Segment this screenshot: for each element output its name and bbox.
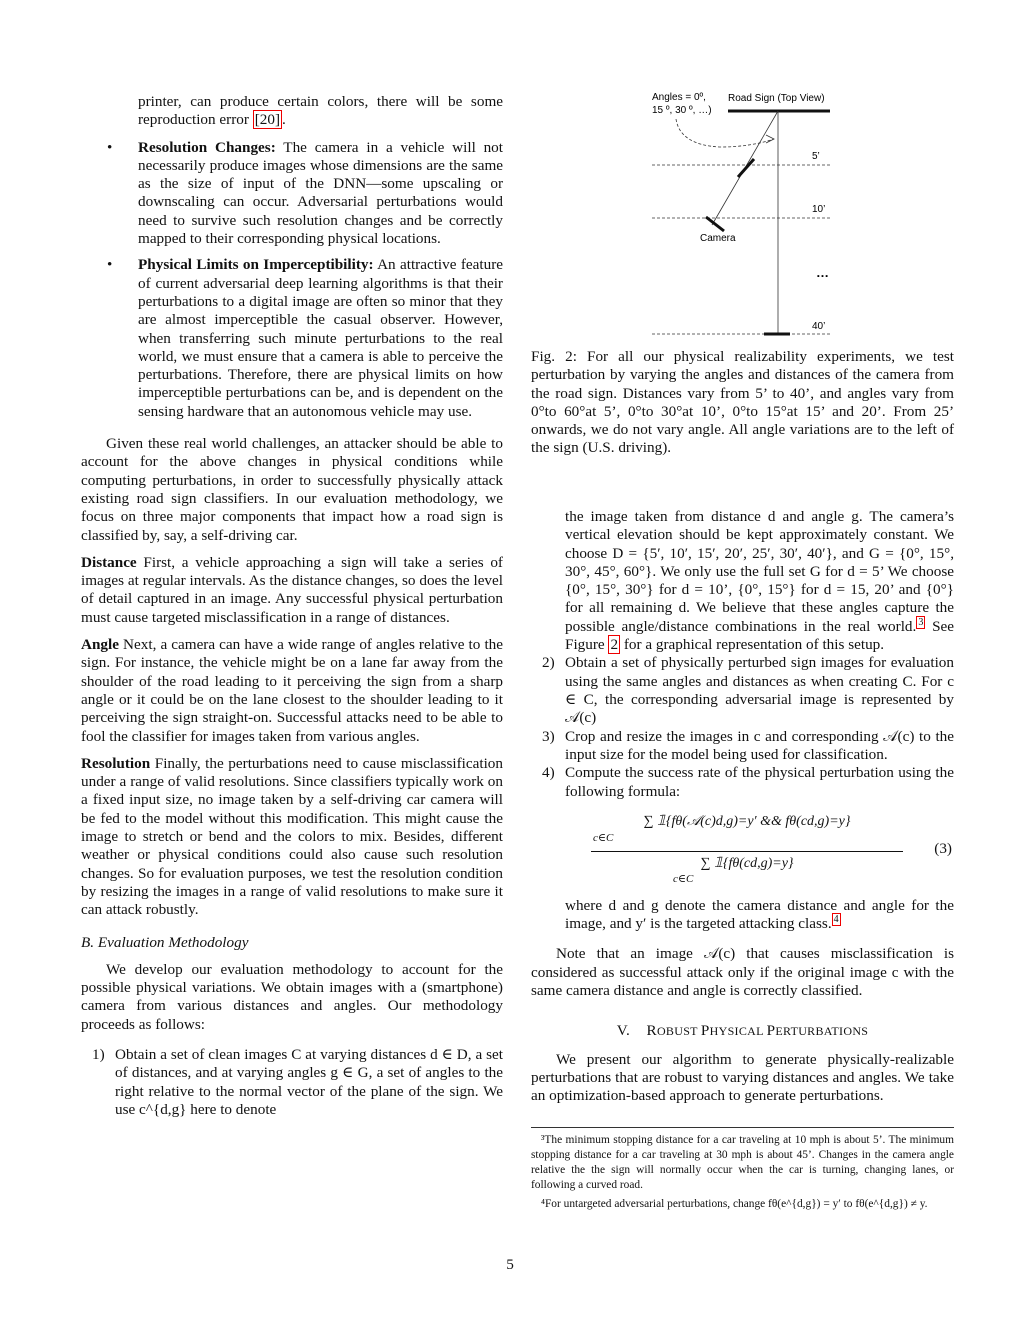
paragraph-given: Given these real world challenges, an attacker should be able to account for the above changes in physical conditions while computing perturbations, in order to successfully physically attack existing road sign classifiers. In our evaluation methodology, we focus on three major components that impact how a road sign is classified by, say, a self-driving car.	[81, 435, 503, 544]
paragraph-angle: Angle Next, a camera can have a wide range of angles relative to the sign. For instance, the vehicle might be on a lane far away from the shoulder of the road leading to it perceiving the sign from a sharp angle or it could be on the lane closest to the shoulder leading to it perceiving the sign straight-on. Successful attacks need to be able to fool the classifier for images taken from various angles.	[81, 636, 503, 745]
citation-link[interactable]: [20]	[254, 111, 281, 129]
bullet-dot-icon: •	[107, 138, 113, 156]
label-10ft: 10’	[812, 204, 826, 215]
continued-paragraph: printer, can produce certain colors, there will be some reproduction error [20] .	[138, 93, 503, 129]
bullet-physical-limits: • Physical Limits on Imperceptibility: An attractive feature of current adversarial deep learning algorithms is that their perturbations to a digital image are often so minor that they are almost imperceptible the casual observer. However, when transferring such minute perturbations to the real world, we must ensure that a camera is able to perceive the perturbations. Therefore, there are physical limits on how imperceptible perturbations can be, and is dependent on the sensing hardware that an autonomous vehicle may use.	[107, 256, 503, 420]
paragraph-distance: Distance First, a vehicle approaching a sign will take a series of images at regular intervals. As the distance changes, so does the level of detail captured in an image. Any successful physical perturbation must cause targeted misclassification in a range of distances.	[81, 553, 503, 626]
road-sign-diagram	[640, 85, 840, 345]
footnote-3: ³The minimum stopping distance for a car traveling at 10 mph is about 5’. The minimum stopping distance for a car traveling at 30 mph is about 45’. Changes in the camera angle relative the the sign will normally occur when the car is turning, changing lanes, or following a curved road.	[531, 1134, 954, 1192]
step-3: 3) Crop and resize the images in c and corresponding 𝒜(c) to the input size for the model being used for classification.	[542, 727, 954, 763]
where-clause: where d and g denote the camera distance and angle for the image, and y′ is the targeted attacking class. $^4$	[565, 896, 954, 933]
paragraph-resolution: Resolution Finally, the perturbations need to cause misclassification under a range of valid resolutions. Since classifiers typically work on a fixed input size, no image taken by a self-driving car camera will be fed to the model without this modification. This might cause the image to stretch or bend and the colors to mix. Besides, different weather or physical conditions could also cause such resolution changes. So for evaluation purposes, we test the resolution condition by resizing the images in a range of valid resolutions to make sure it can attack robustly.	[81, 754, 503, 919]
fraction-bar	[591, 851, 903, 852]
equation-3	[531, 809, 954, 893]
step-4: 4) Compute the success rate of the physical perturbation using the following formula:	[542, 764, 954, 800]
bullet-resolution-changes: • Resolution Changes: The camera in a vehicle will not necessarily produce images whose dimensions are the same as the size of input of the DNN—some upscaling or downscaling can occur. Adversarial perturbations would need to survive such resolution changes and be correctly mapped to their corresponding physical locations.	[107, 138, 503, 248]
figure-angles-label-2: 15 º, 30 º, …)	[652, 105, 712, 116]
angle-arrow	[676, 119, 774, 147]
equation-numerator: ∑ 𝟙{fθ(𝒜(c)d,g)=y′ && fθ(cd,g)=y} c∈C	[593, 813, 851, 844]
section-heading: V. ROBUST PHYSICAL PERTURBATIONS	[616, 1022, 869, 1040]
equation-fraction	[591, 809, 903, 891]
paragraph-develop: We develop our evaluation methodology to account for the possible physical variations. We obtain images with a (smartphone) camera from various distances and angles. Our methodology proceeds as follows:	[81, 960, 503, 1033]
footnote-4-link[interactable]: 4	[833, 914, 839, 926]
page-number: 5	[506, 1256, 514, 1273]
equation-number: (3)	[934, 839, 952, 857]
footnotes	[531, 1127, 954, 1212]
camera-marker-5	[738, 159, 754, 177]
camera-label: Camera	[700, 233, 736, 244]
right-column	[531, 508, 954, 1106]
equation-denominator: ∑ 𝟙{fθ(cd,g)=y} c∈C	[673, 855, 794, 885]
label-40ft: 40’	[812, 321, 826, 332]
left-column	[81, 93, 503, 1119]
figure-2-link[interactable]: 2	[610, 636, 619, 654]
figure-angles-label: Angles = 0º,	[652, 92, 706, 103]
step-1: 1) Obtain a set of clean images C at varying distances d ∈ D, a set of distances, and at varying angles g ∈ G, a set of angles to the right relative to the normal vector of the plane of the sign. We use c^{d,g} here to denote	[92, 1045, 503, 1118]
step-2: 2) Obtain a set of physically perturbed sign images for evaluation using the same angles and distances as when creating C. For c ∈ C, the corresponding adversarial image is represented by 𝒜(c)	[542, 654, 954, 727]
bullet-dot-icon: •	[107, 256, 113, 274]
subsection-heading: B. Evaluation Methodology	[81, 934, 249, 952]
footnote-3-link[interactable]: 3	[918, 616, 924, 628]
ellipsis: …	[816, 265, 829, 280]
figure-caption: Fig. 2: For all our physical realizability experiments, we test perturbation by varying the angles and distances of the camera from the road sign. Distances vary from 5’ to 40’, and angles vary from 0°to 60°at 5’, 0°to 30°at 10’, 0°to 15°at 15’ and 20’. From 25’ onwards, we do not vary angle. All angle variations are to the left of the sign (U.S. driving).	[531, 348, 954, 457]
footnote-4: ⁴For untargeted adversarial perturbations, change fθ(e^{d,g}) = y′ to fθ(e^{d,g}) ≠ y.	[541, 1198, 928, 1211]
label-5ft: 5’	[812, 151, 820, 162]
step-1-continued: the image taken from distance d and angle g. The camera’s vertical elevation should be kept approximately constant. We choose D = {5′, 10′, 15′, 20′, 25′, 30′, 40′}, and G = {0°, 15°, 30°, 45°, 60°}. We only use the full set G for d = 5’ We choose {0°, 15°, 30°} for d = 10’, {0°, 15°} for d = 15, 20’ and {0°} for all remaining d. We believe that these angles capture the possible angle/distance combinations in the real world. $^3$ See Figure 2 for a graphical representation of this setup.	[565, 508, 955, 654]
paragraph-note: Note that an image 𝒜(c) that causes misclassification is considered as successful attack only if the original image c with the same camera distance and angle is correctly classified.	[531, 945, 954, 1000]
paragraph-present: We present our algorithm to generate physically-realizable perturbations that are robust to varying distances and angles. We take an optimization-based approach to generate perturbations.	[531, 1050, 954, 1105]
figure-sign-label: Road Sign (Top View)	[728, 93, 825, 104]
